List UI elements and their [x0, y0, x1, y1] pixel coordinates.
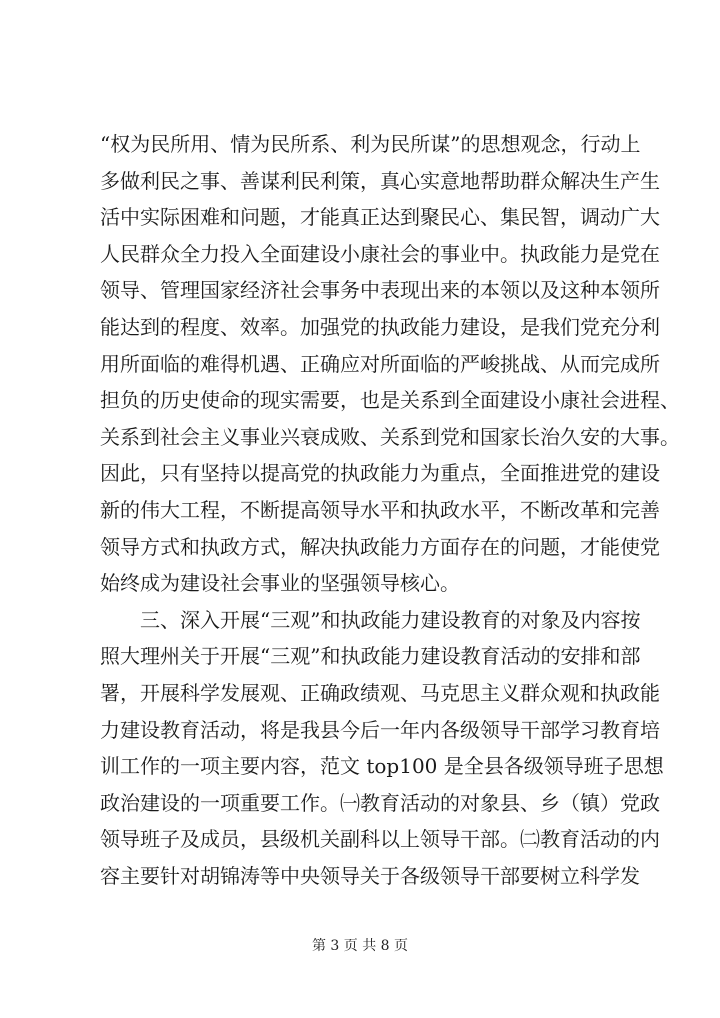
text-line: 活中实际困难和问题，才能真正达到聚民心、集民智，调动广大	[100, 205, 660, 230]
text-line: 担负的历史使命的现实需要，也是关系到全面建设小康社会进程、	[100, 388, 680, 413]
text-line: 新的伟大工程，不断提高领导水平和执政水平，不断改革和完善	[100, 497, 660, 522]
body-text	[100, 126, 680, 894]
section-heading-line: 三、深入开展“三观”和执政能力建设教育的对象及内容按	[140, 607, 641, 632]
text-line: 领导方式和执政方式，解决执政能力方面存在的问题，才能使党	[100, 534, 660, 559]
text-line: 训工作的一项主要内容，范文 top100 是全县各级领导班子思想	[100, 754, 664, 779]
text-line: 领导班子及成员，县级机关副科以上领导干部。㈡教育活动的内	[100, 827, 660, 852]
text-line: “权为民所用、情为民所系、利为民所谋”的思想观念，行动上	[100, 132, 641, 156]
text-line: 多做利民之事、善谋利民利策，真心实意地帮助群众解决生产生	[100, 168, 660, 193]
text-line: 力建设教育活动，将是我县今后一年内各级领导干部学习教育培	[100, 717, 660, 742]
text-line: 因此，只有坚持以提高党的执政能力为重点，全面推进党的建设	[100, 461, 660, 486]
text-line: 能达到的程度、效率。加强党的执政能力建设，是我们党充分利	[100, 314, 660, 339]
text-line: 容主要针对胡锦涛等中央领导关于各级领导干部要树立科学发	[100, 863, 640, 888]
page-number-footer: 第 3 页 共 8 页	[311, 938, 409, 954]
paragraph-end-line: 始终成为建设社会事业的坚强领导核心。	[100, 571, 460, 596]
text-line: 领导、管理国家经济社会事务中表现出来的本领以及这种本领所	[100, 278, 660, 303]
text-line: 署，开展科学发展观、正确政绩观、马克思主义群众观和执政能	[100, 680, 660, 705]
text-line: 照大理州关于开展“三观”和执政能力建设教育活动的安排和部	[100, 644, 641, 669]
text-line: 关系到社会主义事业兴衰成败、关系到党和国家长治久安的大事。	[100, 424, 680, 449]
text-line: 政治建设的一项重要工作。㈠教育活动的对象县、乡（镇）党政	[100, 790, 660, 815]
text-line: 用所面临的难得机遇、正确应对所面临的严峻挑战、从而完成所	[100, 351, 660, 376]
text-line: 人民群众全力投入全面建设小康社会的事业中。执政能力是党在	[100, 241, 660, 266]
